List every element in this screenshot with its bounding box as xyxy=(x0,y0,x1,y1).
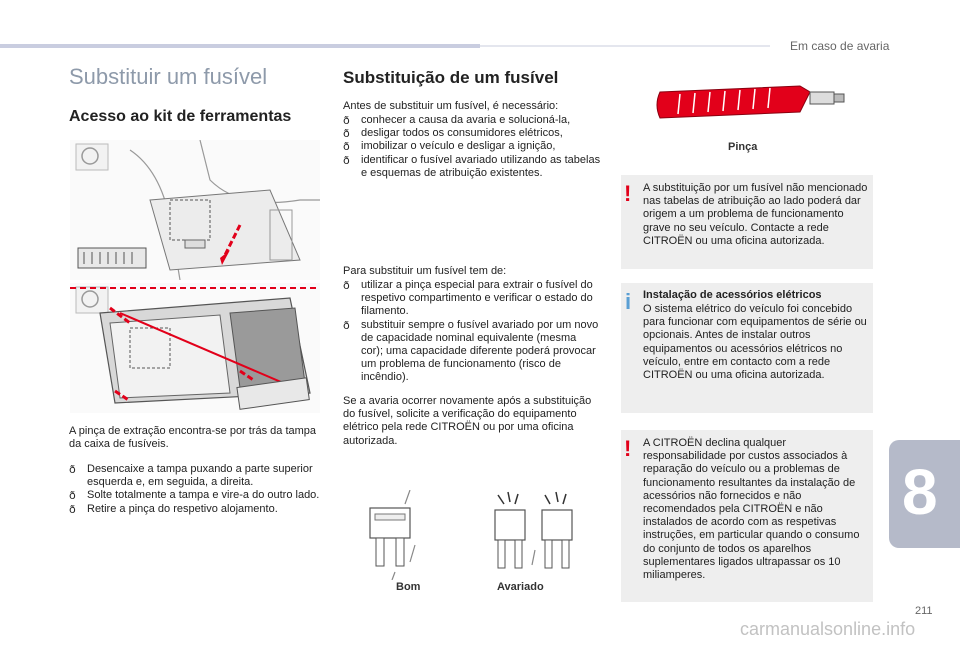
warning-text-1: A substituição por um fusível não mencionado nas tabelas de atribuição ao lado poderá dar origem a um problema de funcionamento grave no seu veículo. Contacte a rede CITROËN ou uma oficina autorizada. xyxy=(643,182,868,247)
info-title: Instalação de acessórios elétricos xyxy=(643,289,822,301)
step-item xyxy=(69,503,321,516)
before-item xyxy=(343,140,601,153)
fuse-puller-caption: Pinça xyxy=(728,141,758,153)
page-title: Substituir um fusível xyxy=(69,64,268,89)
toolkit-heading: Acesso ao kit de ferramentas xyxy=(69,108,292,125)
toolkit-intro: A pinça de extração encontra-se por trás da tampa da caixa de fusíveis. xyxy=(69,425,317,451)
step-text: Solte totalmente a tampa e vire-a do outro lado. xyxy=(87,489,320,502)
warning-box-1 xyxy=(621,175,873,269)
before-item xyxy=(343,154,601,180)
exclamation-warning-icon: ! xyxy=(624,436,632,461)
cover-removal-illustration xyxy=(70,283,320,413)
before-text: imobilizar o veículo e desligar a ignição, xyxy=(361,140,556,153)
fuse-good-illustration xyxy=(360,490,430,580)
before-text: identificar o fusível avariado utilizando as tabelas e esquemas de atribuição existentes. xyxy=(361,153,601,179)
exclamation-warning-icon: ! xyxy=(624,181,632,206)
top-rule-thin xyxy=(480,45,770,47)
watermark: carmanualsonline.info xyxy=(740,619,916,639)
replace-list xyxy=(343,279,601,385)
fuse-bad-illustration xyxy=(490,490,580,580)
before-intro: Antes de substituir um fusível, é necessário: xyxy=(343,100,559,112)
replace-text: substituir sempre o fusível avariado por um novo de capacidade nominal equivalente (mesma cor); uma capacidade diferente poderá provocar um problema de funcionamento (risco de incêndio). xyxy=(361,318,599,384)
step-item xyxy=(69,489,321,502)
step-text: Retire a pinça do respetivo alojamento. xyxy=(87,502,278,515)
section-header: Em caso de avaria xyxy=(790,39,890,53)
info-text: O sistema elétrico do veículo foi concebido para funcionar com equipamentos de série ou opcionais. Antes de instalar outros equipamentos ou acessórios elétricos no veículo, entre em contacto com a rede CITROËN ou uma oficina autorizada. xyxy=(643,303,867,382)
step-item xyxy=(69,463,321,489)
info-icon: i xyxy=(625,289,632,314)
info-box xyxy=(621,283,873,413)
warning-text-2: A CITROËN declina qualquer responsabilidade por custos associados à reparação do veículo ou a problemas de funcionamento resultantes da instalação de acessórios não fornecidos e não recomendados pela CITROËN e não instalados de acordo com as respetivas instruções, em particular quando o consumo do conjunto de todos os aparelhos suplementares ligados ultrapassar os 10 miliamperes. xyxy=(643,437,860,582)
fuse-bad-caption: Avariado xyxy=(497,581,544,593)
warning-box-2 xyxy=(621,430,873,602)
replace-text: utilizar a pinça especial para extrair o fusível do respetivo compartimento e verificar o estado do filamento. xyxy=(361,279,593,318)
dashboard-cover-illustration xyxy=(70,140,320,280)
before-item xyxy=(343,127,601,140)
replace-item xyxy=(343,319,601,385)
replace-item xyxy=(343,279,601,319)
replace-intro: Para substituir um fusível tem de: xyxy=(343,265,507,277)
before-text: desligar todos os consumidores elétricos, xyxy=(361,127,563,140)
toolkit-steps xyxy=(69,463,321,516)
replacement-heading: Substituição de um fusível xyxy=(343,68,559,87)
before-list xyxy=(343,114,601,180)
fuse-puller-illustration xyxy=(650,72,850,132)
fuse-good-caption: Bom xyxy=(396,581,421,593)
before-item xyxy=(343,114,601,127)
top-rule xyxy=(0,44,480,48)
page-number: 211 xyxy=(915,605,933,617)
step-text: Desencaixe a tampa puxando a parte superior esquerda e, em seguida, a direita. xyxy=(87,463,313,489)
before-text: conhecer a causa da avaria e solucioná-la, xyxy=(361,114,571,126)
closing-text: Se a avaria ocorrer novamente após a substituição do fusível, solicite a verificação do equipamento elétrico pela rede CITROËN ou por uma oficina autorizada. xyxy=(343,395,592,447)
chapter-number: 8 xyxy=(902,456,938,528)
